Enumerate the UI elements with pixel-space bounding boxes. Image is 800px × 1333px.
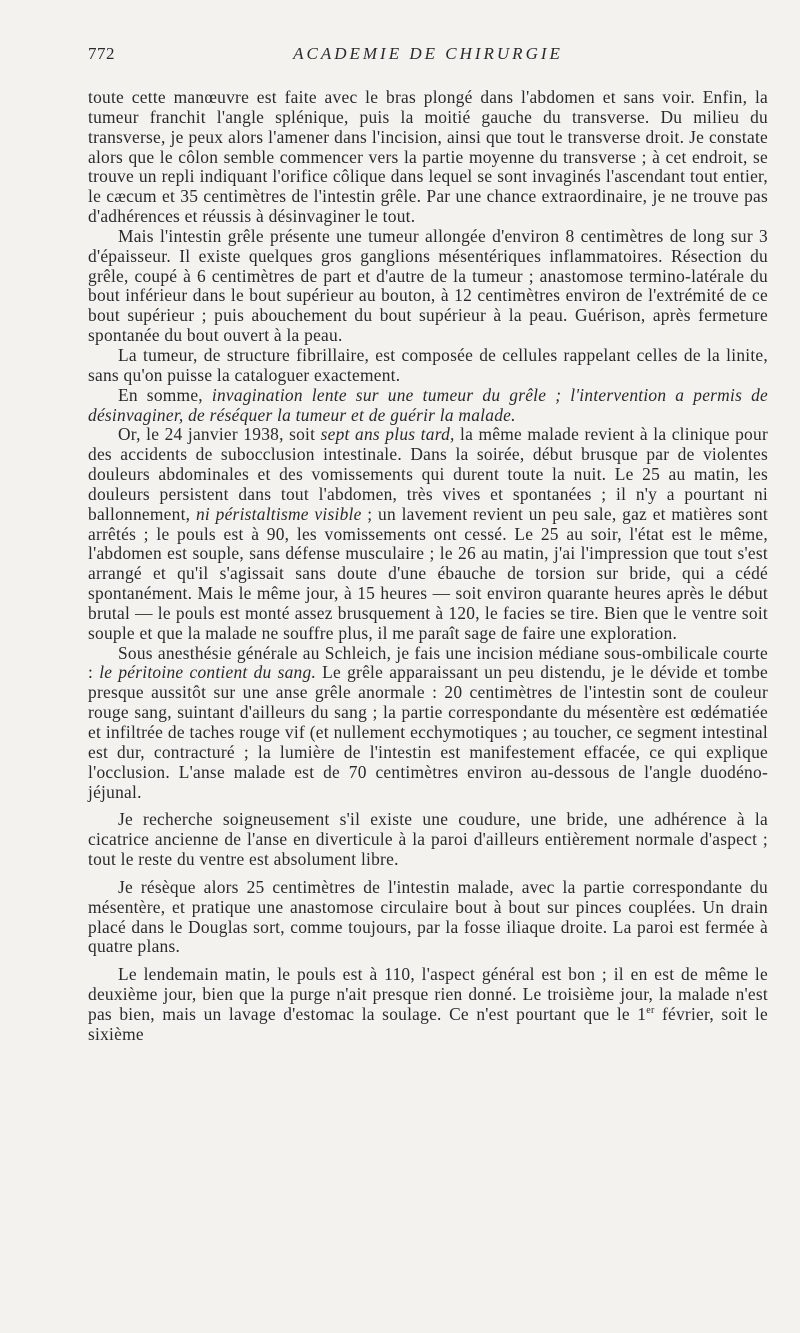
paragraph-4-text: En somme,: [118, 384, 212, 405]
paragraph-6-italic: le péritoine contient du sang.: [99, 662, 317, 683]
superscript-er: er: [646, 1005, 655, 1017]
paragraph-5-text: Or, le 24 janvier 1938, soit: [118, 424, 321, 445]
paragraph-8-text: Je résèque alors 25 centimètres de l'intestin malade, avec la partie correspondante du mésentère, et pratique une anastomose circulaire bout à bout sur pinces couplées. Un drain placé dans le Douglas sort, comme toujours, par la fosse iliaque droite. La paroi est fermée à quatre plans.: [88, 876, 768, 957]
running-head: [88, 44, 768, 68]
paragraph-9: [88, 965, 768, 1044]
paragraph-5-text-after: la même malade revient à la clinique pour des accidents de subocclusion intestinale. Dans la soirée, début brusque par de violentes douleurs abdominales et des vomissements qui durent toute la nuit. Le 25 au matin, les douleurs persistent dans tout l'abdomen, très vives et spontanées ; il n'y a pourtant ni ballonnement,: [88, 424, 768, 524]
paragraph-2: [88, 227, 768, 346]
paragraph-6: [88, 644, 768, 803]
paragraph-7: [88, 810, 768, 870]
paragraph-3: [88, 346, 768, 386]
paragraph-2-text: Mais l'intestin grêle présente une tumeur allongée d'environ 8 centimètres de long sur 3 d'épaisseur. Il existe quelques gros ganglions mésentériques inflammatoires. Résection du grêle, coupé à 6 centimètres de part et d'autre de la tumeur ; anastomose termino-latérale du bout inférieur dans le bout supérieur au bouton, à 12 centimètres environ de l'extrémité de ce bout supérieur ; puis abouchement du bout supérieur à la peau. Guérison, après fermeture spontanée du bout ouvert à la peau.: [88, 225, 768, 346]
body-text: [88, 88, 768, 1045]
paragraph-9-text: Le lendemain matin, le pouls est à 110, l'aspect général est bon ; il en est de même le deuxième jour, bien que la purge n'ait presque rien donné. Le troisième jour, la malade n'est pas bien, mais un lavage d'estomac la soulage. Ce n'est pourtant que le 1: [88, 964, 768, 1024]
paragraph-6-text-after: Le grêle apparaissant un peu distendu, je le dévide et tombe presque aussitôt sur une anse grêle anormale : 20 centimètres de l'intestin sont de couleur rouge sang, suintant d'ailleurs du sang ; la partie correspondante du mésentère est œdématiée et infiltrée de taches rouge vif (et nullement ecchymotiques ; au toucher, ce segment intestinal est dur, contracturé ; la lumière de l'intestin est manifestement effacée, ce qui explique l'occlusion. L'anse malade est de 70 centimètres environ au-dessous de l'angle duodéno-jéjunal.: [88, 662, 768, 802]
paragraph-8: [88, 878, 768, 957]
paragraph-4-italic: invagination lente sur une tumeur du grêle ; l'intervention a permis de désinvaginer, de réséquer la tumeur et de guérir la malade.: [88, 384, 768, 425]
paragraph-5-italic: sept ans plus tard,: [320, 424, 455, 445]
paragraph-6-text: Sous anesthésie générale au Schleich, je fais une incision médiane sous-ombilicale courte :: [88, 642, 768, 683]
paragraph-7-text: Je recherche soigneusement s'il existe une coudure, une bride, une adhérence à la cicatrice ancienne de l'anse en diverticule à la paroi d'ailleurs entièrement normale d'aspect ; tout le reste du ventre est absolument libre.: [88, 809, 768, 870]
paragraph-1: [88, 88, 768, 227]
paragraph-5-italic-2: ni péristaltisme visible: [195, 503, 362, 524]
paragraph-4: [88, 386, 768, 426]
paragraph-5-text-after-2: ; un lavement revient un peu sale, gaz et matières sont arrêtés ; le pouls est à 90, les vomissements ont cessé. Le 25 au soir, l'état est le même, l'abdomen est souple, sans défense musculaire ; le 26 au matin, j'ai l'impression que tout s'est arrangé et qu'il s'agissait sans doute d'une ébauche de torsion sur bride, qui a cédé spontanément. Mais le même jour, à 15 heures — soit environ quarante heures après le début brutal — le pouls est monté assez brusquement à 120, le facies se tire. Bien que le ventre soit souple et que la malade ne souffre plus, il me paraît sage de faire une exploration.: [88, 503, 769, 643]
page-number: 772: [88, 44, 115, 63]
journal-title: ACADEMIE DE CHIRURGIE: [293, 44, 563, 63]
paragraph-5: [88, 425, 768, 643]
paragraph-9-text-after: février, soit le sixième: [88, 1003, 768, 1044]
paragraph-1-text: toute cette manœuvre est faite avec le bras plongé dans l'abdomen et sans voir. Enfin, la tumeur franchit l'angle splénique, puis la moitié gauche du transverse. Du milieu du transverse, je peux alors l'amener dans l'incision, ainsi que tout le transverse droit. Je constate alors que le côlon semble commencer vers la partie moyenne du transverse ; à cet endroit, se trouve un repli indiquant l'orifice côlique dans lequel se sont invaginés l'ascendant tout entier, le cæcum et 35 centimètres de l'intestin grêle. Par une chance extraordinaire, je ne trouve pas d'adhérences et réussis à désinvaginer le tout.: [88, 87, 768, 227]
paragraph-3-text: La tumeur, de structure fibrillaire, est composée de cellules rappelant celles de la linite, sans qu'on puisse la cataloguer exactement.: [88, 344, 768, 385]
